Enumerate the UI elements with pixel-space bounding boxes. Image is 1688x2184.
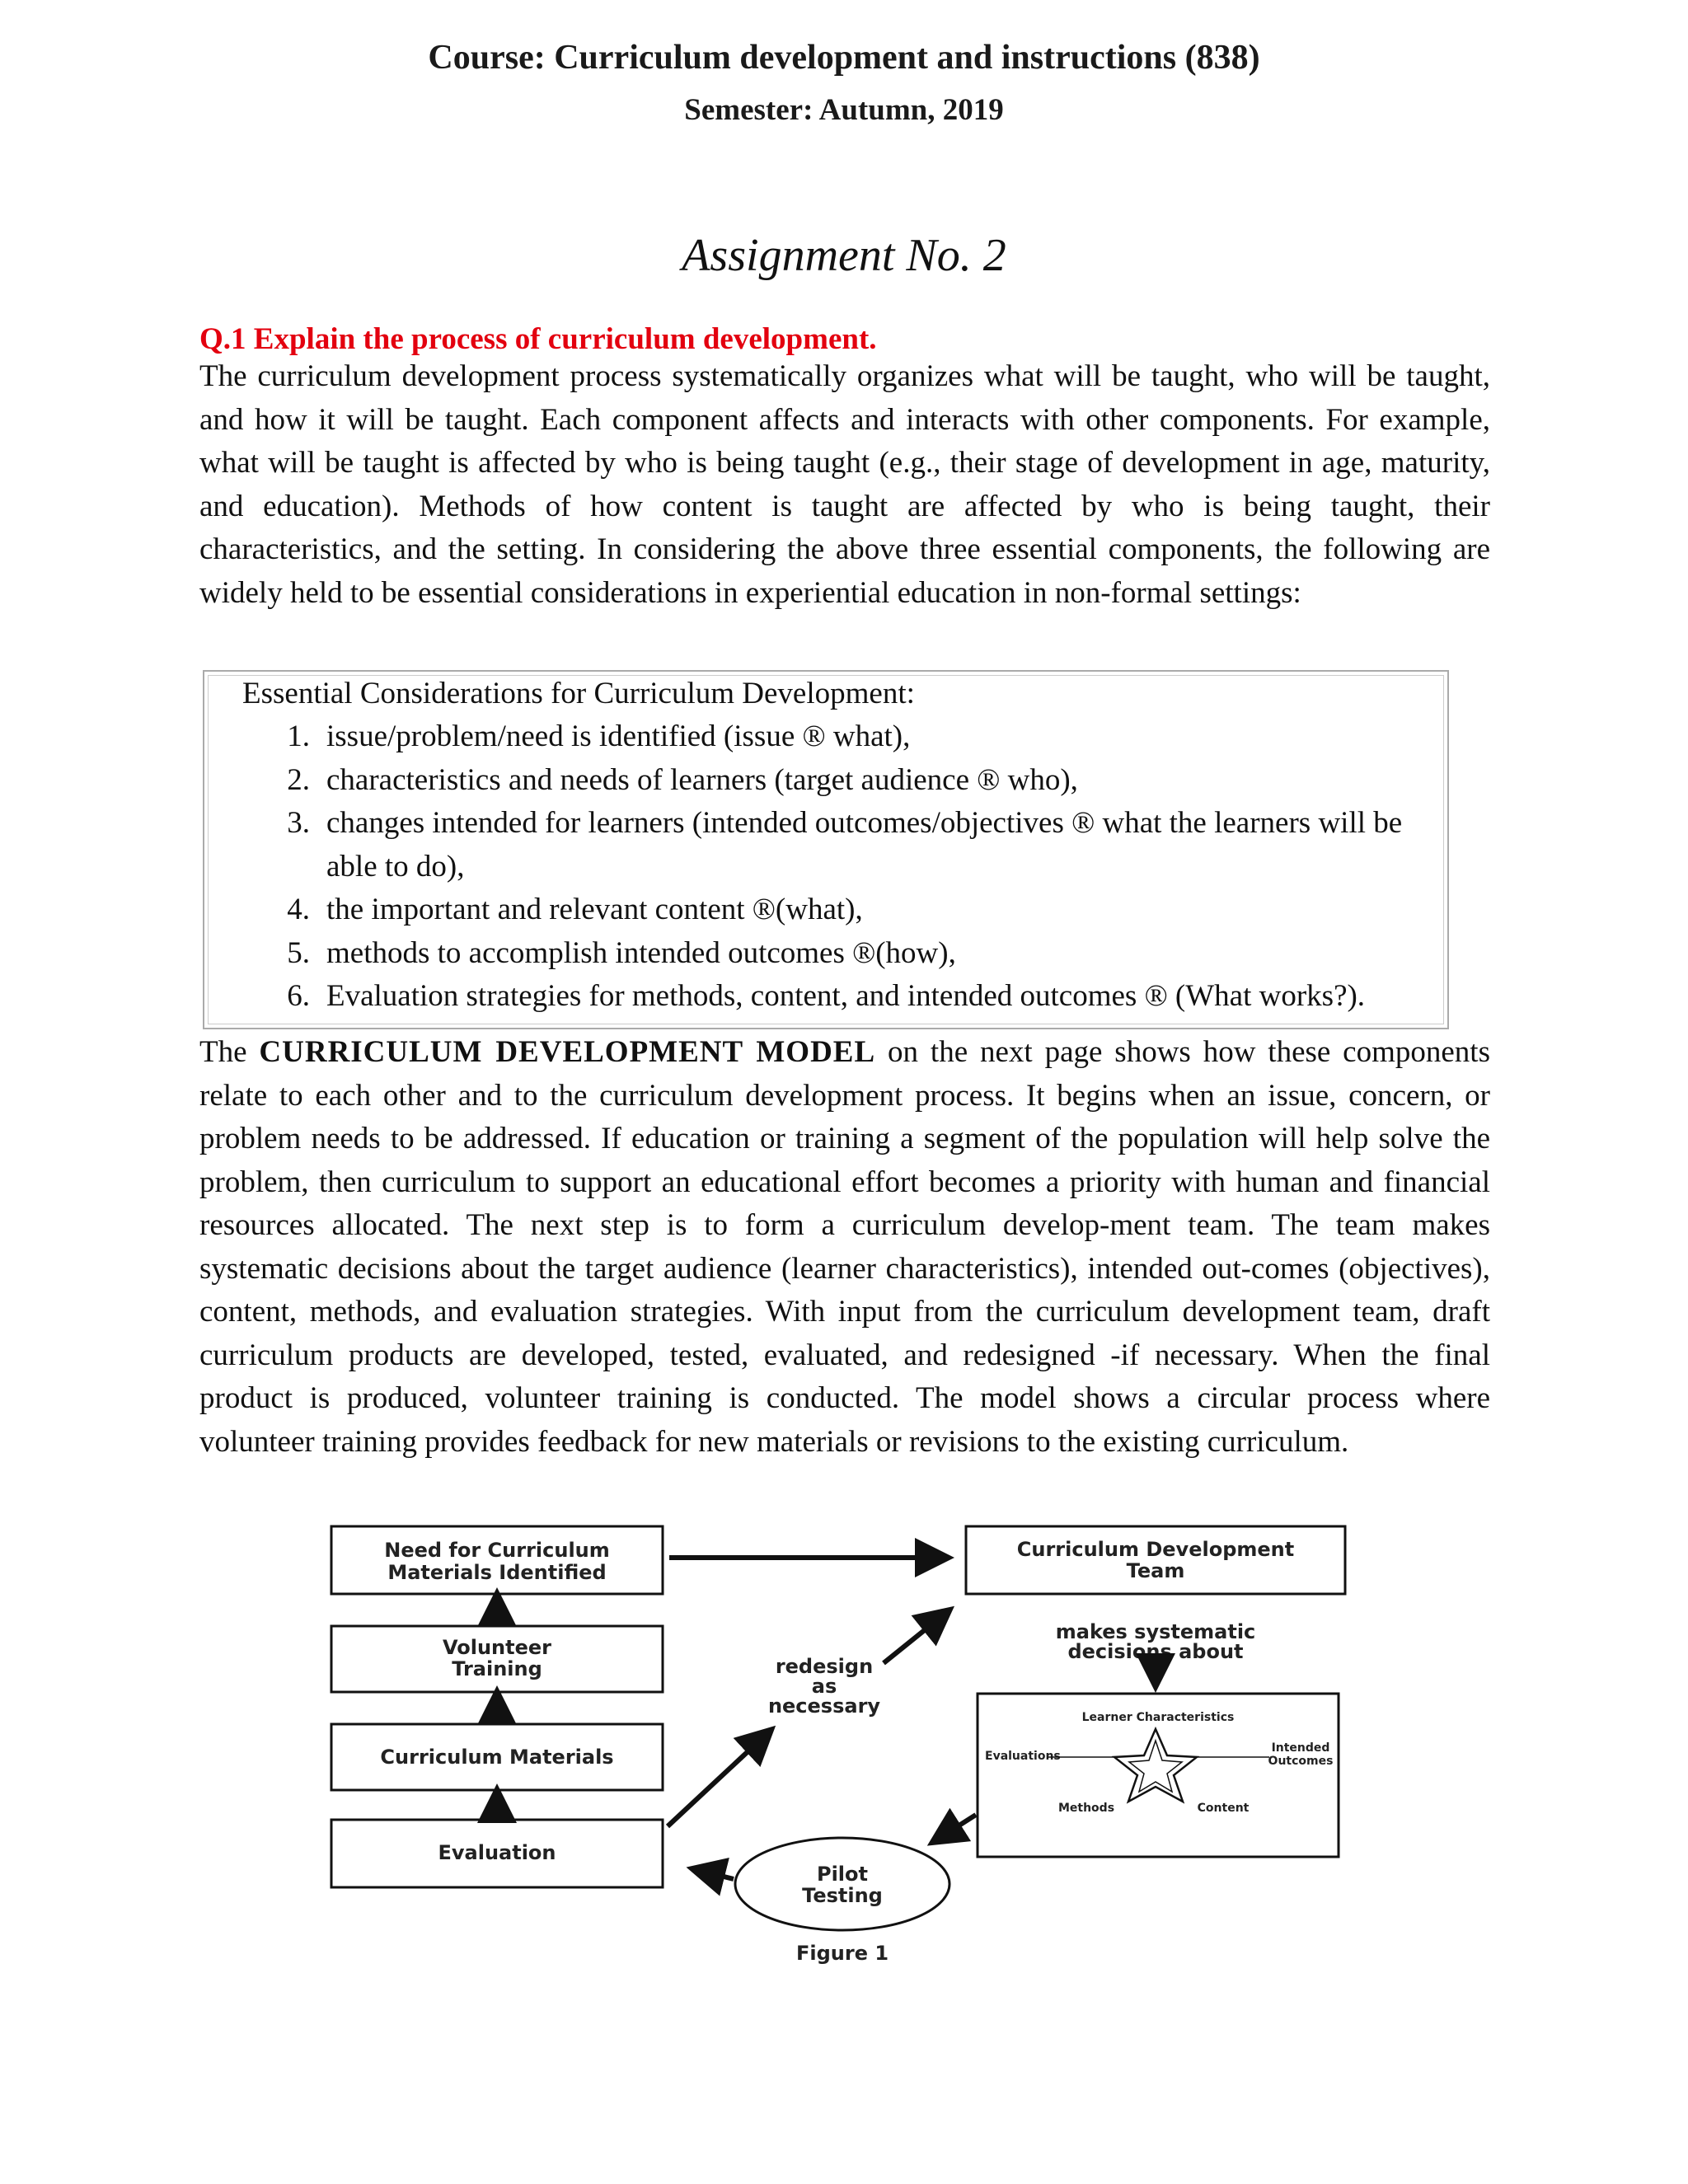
redesign-label-1: redesign (775, 1655, 874, 1678)
course-title: Course: Curriculum development and instructions (838) (428, 39, 1260, 77)
arrow-diagonal-icon (884, 1615, 943, 1663)
materials-box (331, 1724, 663, 1790)
decisions-label-1: makes systematic (1055, 1620, 1256, 1643)
need-box (331, 1526, 663, 1594)
list-item-number: 6. (287, 979, 310, 1013)
decisions-label-2: decisions about (1067, 1640, 1244, 1663)
list-item-text: characteristics and needs of learners (target audience ® who), (326, 762, 1078, 797)
need-label-2: Materials Identified (387, 1561, 607, 1584)
redesign-label-2: as (811, 1675, 837, 1698)
evaluation-box (331, 1820, 663, 1887)
arrow-diagonal-icon (668, 1736, 765, 1826)
model-paragraph-lead: The (199, 1035, 260, 1069)
list-item-text: issue/problem/need is identified (issue ® what), (326, 719, 911, 753)
list-item (242, 932, 1442, 976)
intro-paragraph: The curriculum development process systematically organizes what will be taught, who will be taught, and how it will be taught. Each component affects and interacts with other components. For example, what will be taught is affected by who is being taught (e.g., their stage of development in age, maturity, and education). Methods of how content is taught are affected by who is being taught, their characteristics, and the setting. In considering the above three essential components, the following are widely held to be essential considerations in experiential education in non-formal settings: (199, 359, 1490, 610)
list-item-number: 4. (287, 893, 310, 926)
list-item (242, 888, 1442, 932)
list-item-number: 2. (287, 762, 310, 797)
evaluation-label: Evaluation (438, 1841, 556, 1864)
model-paragraph (199, 1031, 1490, 1464)
list-item-text: changes intended for learners (intended outcomes/objectives ® what the learners will be able to do), (326, 806, 1403, 883)
volunteer-box (331, 1626, 663, 1692)
list-item (242, 715, 1442, 759)
curriculum-model-figure (313, 1516, 1385, 1978)
list-item-number: 3. (287, 806, 310, 840)
figure-caption: Figure 1 (795, 1942, 889, 1965)
redesign-label-3: necessary (767, 1694, 881, 1718)
list-item (242, 975, 1442, 1019)
team-label-1: Curriculum Development (1016, 1538, 1295, 1561)
pilot-label-2: Testing (802, 1884, 883, 1907)
methods-label: Methods (1057, 1802, 1115, 1815)
model-name: CURRICULUM DEVELOPMENT MODEL (259, 1035, 876, 1069)
pilot-testing-ellipse (735, 1838, 950, 1930)
need-label-1: Need for Curriculum (384, 1539, 610, 1562)
arrow-left-icon (701, 1871, 734, 1879)
list-item (242, 802, 1442, 888)
list-item-number: 5. (287, 935, 310, 970)
materials-label: Curriculum Materials (380, 1746, 614, 1769)
semester-title: Semester: Autumn, 2019 (684, 93, 1004, 127)
list-item-text: Evaluation strategies for methods, content, and intended outcomes ® (What works?). (326, 979, 1366, 1013)
team-box (966, 1526, 1345, 1594)
pilot-label-1: Pilot (816, 1863, 869, 1886)
evaluations-label: Evaluations (985, 1750, 1061, 1763)
list-item-number: 1. (287, 719, 310, 753)
components-box (978, 1694, 1339, 1857)
assignment-title: Assignment No. 2 (682, 230, 1006, 281)
learner-characteristics-label: Learner Characteristics (1081, 1711, 1235, 1724)
list-item (242, 759, 1442, 803)
volunteer-label-2: Training (452, 1657, 542, 1680)
model-paragraph-body: on the next page shows how these components relate to each other and to the curriculum development process. It begins when an issue, concern, or problem needs to be addressed. If education or training a segment of the population will help solve the problem, then curriculum to support an educational effort becomes a priority with human and financial resources allocated. The next step is to form a curriculum develop-ment team. The team makes systematic decisions about the target audience (learner characteristics), intended out-comes (objectives), content, methods, and evaluation strategies. With input from the curriculum development team, draft curriculum products are developed, tested, evaluated, and redesigned -if necessary. When the final product is produced, volunteer training is conducted. The model shows a circular process where volunteer training provides feedback for new materials or revisions to the existing curriculum. (199, 1035, 1490, 1459)
list-item-text: methods to accomplish intended outcomes ®(how), (326, 935, 956, 970)
question-heading: Q.1 Explain the process of curriculum development. (199, 322, 877, 356)
intended-outcomes-label-2: Outcomes (1268, 1755, 1334, 1768)
volunteer-label-1: Volunteer (442, 1636, 552, 1659)
arrow-down-left-icon (940, 1815, 976, 1838)
content-label: Content (1197, 1802, 1250, 1815)
list-item-text: the important and relevant content ®(what), (326, 893, 863, 926)
considerations-title: Essential Considerations for Curriculum Development: (242, 677, 915, 710)
intended-outcomes-label-1: Intended (1271, 1741, 1330, 1755)
considerations-list (242, 715, 1442, 1019)
team-label-2: Team (1126, 1559, 1185, 1582)
